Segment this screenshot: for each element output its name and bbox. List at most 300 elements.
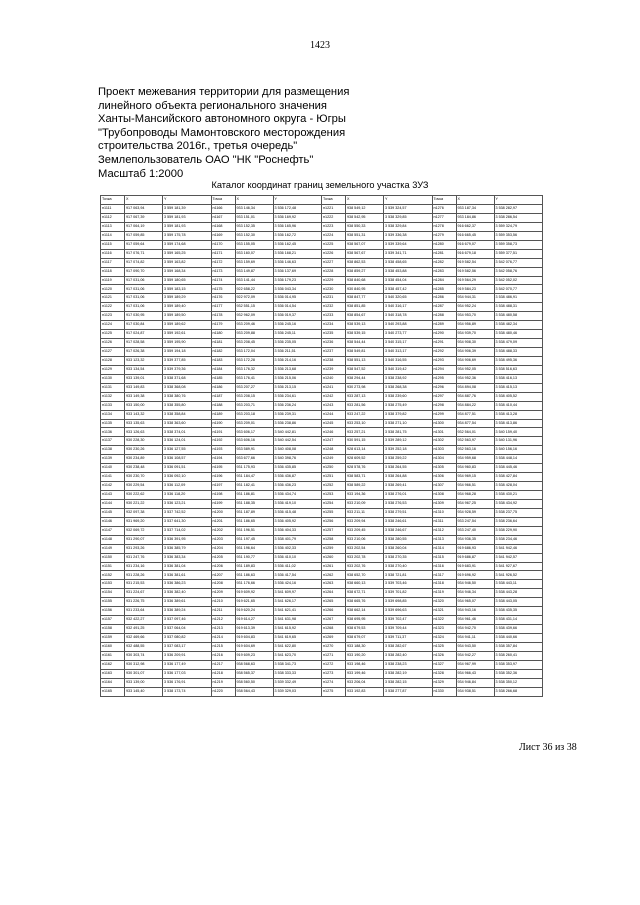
table-cell: 938 544,44 xyxy=(346,339,384,348)
table-cell: 3 538 368,08 xyxy=(163,383,212,392)
table-cell: 3 541 927,67 xyxy=(494,562,543,571)
table-row xyxy=(101,535,543,544)
table-cell: н1153 xyxy=(101,580,125,589)
table-cell: н1291 xyxy=(432,339,456,348)
table-cell: н1155 xyxy=(101,598,125,607)
table-cell: н1251 xyxy=(322,473,346,482)
table-cell: н1141 xyxy=(101,473,125,482)
table-cell: н1298 xyxy=(432,401,456,410)
table-cell: н1180 xyxy=(211,330,235,339)
table-cell: 3 536 215,06 xyxy=(273,374,322,383)
table-cell: 934 894,08 xyxy=(456,383,494,392)
table-cell: 934 946,34 xyxy=(456,589,494,598)
table-cell: 933 190,20 xyxy=(346,651,384,660)
table-cell: 3 538 238,92 xyxy=(384,374,433,383)
table-cell: н1317 xyxy=(432,571,456,580)
table-cell: 3 538 363,60 xyxy=(163,419,212,428)
table-cell: н1189 xyxy=(211,410,235,419)
table-cell: 934 943,50 xyxy=(456,642,494,651)
table-cell: 3 538 260,41 xyxy=(494,651,543,660)
table-cell: 938 539,13 xyxy=(346,321,384,330)
table-cell: н1199 xyxy=(211,499,235,508)
table-cell: 932 491,25 xyxy=(125,625,163,634)
table-row xyxy=(101,660,543,669)
table-cell: 3 536 391,95 xyxy=(163,535,212,544)
table-cell: 3 538 259,22 xyxy=(384,455,433,464)
table-cell: 3 538 405,52 xyxy=(494,392,543,401)
table-cell: 3 538 371,68 xyxy=(163,374,212,383)
table-cell: н1301 xyxy=(432,428,456,437)
table-cell: н1124 xyxy=(101,321,125,330)
table-cell: н1131 xyxy=(101,383,125,392)
table-cell: 933 149,38 xyxy=(125,392,163,401)
table-cell: 3 538 358,84 xyxy=(163,410,212,419)
table-cell: 3 536 385,79 xyxy=(163,544,212,553)
table-cell: н1156 xyxy=(101,607,125,616)
table-row xyxy=(101,455,543,464)
table-cell: 934 906,39 xyxy=(456,348,494,357)
table-row xyxy=(101,446,543,455)
table-cell: 934 956,89 xyxy=(456,321,494,330)
table-cell: 3 539 696,63 xyxy=(384,607,433,616)
table-cell: 919 609,23 xyxy=(235,651,273,660)
table-cell: 919 686,87 xyxy=(456,553,494,562)
table-row xyxy=(101,285,543,294)
table-cell: 3 536 213,15 xyxy=(273,383,322,392)
table-cell: н1163 xyxy=(101,669,125,678)
table-cell: 938 662,14 xyxy=(346,607,384,616)
table-cell: н1122 xyxy=(101,303,125,312)
table-cell: н1193 xyxy=(211,446,235,455)
table-cell: н1185 xyxy=(211,374,235,383)
table-cell: 3 538 286,54 xyxy=(494,213,543,222)
table-cell: 934 942,27 xyxy=(456,651,494,660)
table-cell: н1168 xyxy=(211,222,235,231)
table-cell: н1271 xyxy=(322,651,346,660)
table-cell: н1118 xyxy=(101,267,125,276)
table-cell: 917 024,87 xyxy=(125,330,163,339)
table-cell: 931 197,45 xyxy=(235,535,273,544)
table-cell: н1316 xyxy=(432,562,456,571)
table-row xyxy=(101,607,543,616)
table-cell: 933 151,01 xyxy=(235,213,273,222)
table-cell: 3 538 379,82 xyxy=(384,410,433,419)
table-cell: 3 536 019,37 xyxy=(273,312,322,321)
table-cell: н1161 xyxy=(101,651,125,660)
table-cell: н1166 xyxy=(211,205,235,214)
table-cell: 938 551,13 xyxy=(346,356,384,365)
table-cell: н1312 xyxy=(432,526,456,535)
table-cell: 3 538 457,42 xyxy=(384,285,433,294)
table-cell: н1283 xyxy=(432,267,456,276)
table-cell: н1272 xyxy=(322,660,346,669)
table-row xyxy=(101,428,543,437)
table-cell: 933 247,22 xyxy=(346,410,384,419)
table-cell: 3 538 495,36 xyxy=(494,356,543,365)
table-cell: н1165 xyxy=(101,687,125,696)
table-cell: 938 679,07 xyxy=(346,634,384,643)
table-cell: 917 076,71 xyxy=(125,249,163,258)
table-cell: 934 967,25 xyxy=(456,499,494,508)
table-cell: 3 538 234,46 xyxy=(494,535,543,544)
table-row xyxy=(101,526,543,535)
table-cell: 3 538 271,10 xyxy=(384,419,433,428)
table-cell: 933 149,87 xyxy=(235,267,273,276)
table-cell: н1320 xyxy=(432,598,456,607)
table-cell: 938 851,85 xyxy=(346,303,384,312)
title-line: линейного объекта регионального значения xyxy=(98,99,327,112)
table-cell: 3 540 318,78 xyxy=(384,312,433,321)
table-cell: н1186 xyxy=(211,383,235,392)
table-cell: н1262 xyxy=(322,571,346,580)
column-header: Y xyxy=(163,196,212,205)
table-cell: 3 538 486,91 xyxy=(494,294,543,303)
table-cell: 933 209,45 xyxy=(346,526,384,535)
table-cell: 933 209,94 xyxy=(346,517,384,526)
table-cell: 931 290,07 xyxy=(125,535,163,544)
table-cell: 3 536 234,61 xyxy=(273,392,322,401)
table-cell: н1196 xyxy=(211,473,235,482)
table-cell: 3 538 482,34 xyxy=(494,321,543,330)
table-row xyxy=(101,240,543,249)
table-cell: 933 257,21 xyxy=(346,428,384,437)
table-cell: 930 273,98 xyxy=(346,383,384,392)
table-cell: н1112 xyxy=(101,213,125,222)
table-row xyxy=(101,374,543,383)
table-cell: 933 210,06 xyxy=(346,535,384,544)
table-cell: н1305 xyxy=(432,464,456,473)
table-cell: 3 540 315,17 xyxy=(384,339,433,348)
table-cell: 932 488,55 xyxy=(125,642,163,651)
table-cell: 931 182,41 xyxy=(235,482,273,491)
table-cell: 3 540 408,08 xyxy=(273,446,322,455)
table-cell: 3 538 282,19 xyxy=(384,669,433,678)
table-cell: н1182 xyxy=(211,348,235,357)
page-number: 1423 xyxy=(310,40,330,51)
table-cell: 3 538 264,55 xyxy=(384,464,433,473)
table-cell: н1257 xyxy=(322,526,346,535)
table-cell: н1274 xyxy=(322,678,346,687)
table-cell: 3 538 281,75 xyxy=(384,428,433,437)
table-cell: 3 536 214,16 xyxy=(273,356,322,365)
table-cell: 3 538 415,13 xyxy=(494,383,543,392)
table-cell: 3 541 623,70 xyxy=(273,651,322,660)
table-cell: 917 026,38 xyxy=(125,348,163,357)
table-cell: 919 584,23 xyxy=(456,285,494,294)
table-cell: 938 862,53 xyxy=(346,258,384,267)
table-cell: 917 030,84 xyxy=(125,321,163,330)
table-cell: н1171 xyxy=(211,249,235,258)
table-cell: 3 536 092,10 xyxy=(163,473,212,482)
table-cell: 934 877,51 xyxy=(456,410,494,419)
table-cell: 933 145,40 xyxy=(125,687,163,696)
table-cell: н1304 xyxy=(432,455,456,464)
table-cell: н1116 xyxy=(101,249,125,258)
table-cell: 3 538 488,33 xyxy=(494,348,543,357)
table-cell: н1231 xyxy=(322,294,346,303)
table-cell: 3 536 381,61 xyxy=(163,571,212,580)
table-cell: 933 589,91 xyxy=(235,446,273,455)
table-cell: 3 536 177,03 xyxy=(163,669,212,678)
table-cell: 3 537 080,82 xyxy=(163,634,212,643)
table-cell: 931 187,89 xyxy=(235,508,273,517)
table-cell: 3 538 173,74 xyxy=(163,687,212,696)
table-cell: 3 538 479,09 xyxy=(494,339,543,348)
table-cell: н1286 xyxy=(432,294,456,303)
table-cell: 3 536 146,63 xyxy=(273,258,322,267)
table-cell: 3 538 239,60 xyxy=(384,392,433,401)
table-cell: 934 967,99 xyxy=(456,660,494,669)
table-cell: 917 031,06 xyxy=(125,303,163,312)
table-cell: 3 539 289,12 xyxy=(384,437,433,446)
table-cell: 3 540 273,77 xyxy=(384,330,433,339)
table-cell: 3 559 181,93 xyxy=(163,213,212,222)
table-cell: н1278 xyxy=(432,222,456,231)
table-cell: н1282 xyxy=(432,258,456,267)
table-cell: 3 538 350,12 xyxy=(494,678,543,687)
table-cell: 933 172,28 xyxy=(235,356,273,365)
table-cell: 3 536 209,91 xyxy=(163,651,212,660)
table-cell: н1115 xyxy=(101,240,125,249)
table-cell: 3 536 419,10 xyxy=(273,499,322,508)
table-cell: н1321 xyxy=(432,607,456,616)
table-cell: 934 887,76 xyxy=(456,392,494,401)
table-cell: 3 559 324,79 xyxy=(494,222,543,231)
table-cell: 933 188,30 xyxy=(346,642,384,651)
table-cell: 931 189,83 xyxy=(235,562,273,571)
table-cell: 938 568,63 xyxy=(235,660,273,669)
table-cell: 3 536 168,21 xyxy=(273,249,322,258)
table-cell: н1157 xyxy=(101,616,125,625)
table-cell: н1289 xyxy=(432,321,456,330)
table-cell: н1258 xyxy=(322,535,346,544)
column-header: X xyxy=(346,196,384,205)
table-cell: 938 672,71 xyxy=(346,589,384,598)
table-cell: н1113 xyxy=(101,222,125,231)
table-cell: н1177 xyxy=(211,303,235,312)
table-cell: н1151 xyxy=(101,562,125,571)
table-cell: 933 159,69 xyxy=(235,258,273,267)
table-cell: н1264 xyxy=(322,589,346,598)
table-cell: 938 560,50 xyxy=(235,678,273,687)
table-cell: 933 207,27 xyxy=(235,383,273,392)
table-cell: 3 542 076,77 xyxy=(494,258,543,267)
table-cell: н1138 xyxy=(101,446,125,455)
table-cell: 919 621,65 xyxy=(235,598,273,607)
table-cell: 938 294,44 xyxy=(346,374,384,383)
table-cell: н1202 xyxy=(211,526,235,535)
table-cell: н1254 xyxy=(322,499,346,508)
table-cell: 934 942,70 xyxy=(456,625,494,634)
table-cell: 932 564,01 xyxy=(456,428,494,437)
table-cell: 919 686,93 xyxy=(456,544,494,553)
table-cell: н1134 xyxy=(101,410,125,419)
table-cell: 919 564,29 xyxy=(456,276,494,285)
table-cell: 933 150,00 xyxy=(125,401,163,410)
table-cell: н1126 xyxy=(101,339,125,348)
table-cell: 3 538 269,41 xyxy=(384,482,433,491)
table-cell: 938 565,37 xyxy=(235,669,273,678)
table-cell: 933 208,45 xyxy=(235,339,273,348)
table-cell: 3 559 192,61 xyxy=(163,330,212,339)
table-cell: н1159 xyxy=(101,634,125,643)
table-cell: 3 540 320,65 xyxy=(384,294,433,303)
table-cell: н1152 xyxy=(101,571,125,580)
table-cell: 3 559 377,51 xyxy=(494,249,543,258)
table-cell: 934 946,50 xyxy=(456,580,494,589)
table-cell: н1322 xyxy=(432,616,456,625)
table-cell: н1326 xyxy=(432,651,456,660)
title-line: Ханты-Мансийского автономного округа - Югры xyxy=(98,113,346,126)
table-cell: 933 209,46 xyxy=(235,321,273,330)
table-cell: 3 536 177,49 xyxy=(163,660,212,669)
table-cell: 3 538 443,05 xyxy=(494,598,543,607)
table-cell: 934 965,07 xyxy=(456,598,494,607)
table-cell: н1244 xyxy=(322,410,346,419)
table-cell: 916 679,07 xyxy=(456,240,494,249)
table-cell: н1235 xyxy=(322,330,346,339)
table-cell: 3 536 238,86 xyxy=(273,419,322,428)
table-cell: н1208 xyxy=(211,580,235,589)
table-cell: 3 538 440,66 xyxy=(494,634,543,643)
table-cell: 3 536 389,61 xyxy=(163,598,212,607)
table-cell: 3 536 436,87 xyxy=(273,473,322,482)
table-cell: 3 538 279,51 xyxy=(384,508,433,517)
table-cell: 3 536 383,34 xyxy=(163,553,212,562)
table-cell: 933 139,00 xyxy=(125,678,163,687)
table-cell: н1237 xyxy=(322,348,346,357)
table-cell: н1273 xyxy=(322,669,346,678)
table-cell: 3 540 293,88 xyxy=(384,321,433,330)
table-cell: н1130 xyxy=(101,374,125,383)
table-cell: 934 941,11 xyxy=(456,634,494,643)
table-cell: 938 840,68 xyxy=(346,276,384,285)
table-cell: 938 539,15 xyxy=(346,330,384,339)
table-cell: н1248 xyxy=(322,446,346,455)
table-cell: 934 908,30 xyxy=(456,339,494,348)
table-cell: н1121 xyxy=(101,294,125,303)
table-cell: 3 537 097,46 xyxy=(163,616,212,625)
table-cell: 917 064,19 xyxy=(125,222,163,231)
title-line: Масштаб 1:2000 xyxy=(98,167,184,180)
table-cell: 3 540 159,40 xyxy=(494,428,543,437)
table-cell: 930 303,74 xyxy=(125,651,163,660)
table-cell: 3 539 379,36 xyxy=(163,365,212,374)
table-cell: 933 209,01 xyxy=(235,419,273,428)
table-cell: 3 538 333,33 xyxy=(273,669,322,678)
table-cell: н1241 xyxy=(322,383,346,392)
table-cell: н1330 xyxy=(432,687,456,696)
table-cell: н1268 xyxy=(322,625,346,634)
table-cell: 3 559 181,39 xyxy=(163,205,212,214)
table-cell: 3 538 480,58 xyxy=(494,312,543,321)
table-cell: 3 538 270,35 xyxy=(384,553,433,562)
table-cell: н1176 xyxy=(211,294,235,303)
table-row xyxy=(101,356,543,365)
table-cell: 933 199,46 xyxy=(346,669,384,678)
table-cell: 3 539 339,64 xyxy=(384,240,433,249)
table-cell: 3 536 389,24 xyxy=(163,607,212,616)
table-cell: 938 589,22 xyxy=(346,482,384,491)
table-row xyxy=(101,651,543,660)
table-cell: н1328 xyxy=(432,669,456,678)
table-cell: 931 188,35 xyxy=(235,499,273,508)
table-cell: н1136 xyxy=(101,428,125,437)
project-title xyxy=(98,86,428,181)
table-cell: 933 176,41 xyxy=(235,374,273,383)
table-cell: н1228 xyxy=(322,267,346,276)
table-cell: 3 542 070,77 xyxy=(494,285,543,294)
table-cell: 930 221,22 xyxy=(125,499,163,508)
table-cell: н1212 xyxy=(211,616,235,625)
table-cell: 3 559 175,78 xyxy=(163,231,212,240)
table-cell: 930 238,48 xyxy=(125,464,163,473)
table-row xyxy=(101,410,543,419)
table-cell: 919 604,69 xyxy=(235,642,273,651)
table-cell: 3 538 282,97 xyxy=(494,205,543,214)
table-cell: 3 559 165,25 xyxy=(163,249,212,258)
table-cell: н1294 xyxy=(432,365,456,374)
table-cell: 3 559 189,62 xyxy=(163,321,212,330)
table-cell: 3 538 237,75 xyxy=(494,508,543,517)
table-cell: 933 160,07 xyxy=(235,249,273,258)
table-cell: н1123 xyxy=(101,312,125,321)
table-cell: 917 031,06 xyxy=(125,294,163,303)
table-cell: 3 538 260,04 xyxy=(384,544,433,553)
table-cell: 3 538 480,46 xyxy=(494,330,543,339)
table-cell: 3 559 189,50 xyxy=(163,312,212,321)
table-cell: 933 206,04 xyxy=(346,678,384,687)
table-cell: 3 536 162,72 xyxy=(273,231,322,240)
table-cell: н1169 xyxy=(211,231,235,240)
table-cell: 3 540 131,96 xyxy=(494,437,543,446)
table-cell: 3 538 434,92 xyxy=(494,499,543,508)
table-row xyxy=(101,598,543,607)
table-cell: 931 969,20 xyxy=(125,517,163,526)
table-cell: 3 538 413,28 xyxy=(494,410,543,419)
table-cell: н1277 xyxy=(432,213,456,222)
table-cell: 934 952,36 xyxy=(456,374,494,383)
table-cell: 934 928,59 xyxy=(456,508,494,517)
table-row xyxy=(101,365,543,374)
table-cell: н1203 xyxy=(211,535,235,544)
table-cell: 3 539 701,82 xyxy=(384,589,433,598)
table-cell: н1329 xyxy=(432,678,456,687)
table-cell: н1247 xyxy=(322,437,346,446)
table-cell: 931 184,47 xyxy=(235,473,273,482)
table-cell: 3 536 118,20 xyxy=(163,491,212,500)
table-cell: 3 536 211,51 xyxy=(273,348,322,357)
table-cell: 933 287,13 xyxy=(346,392,384,401)
table-cell: 3 542 052,02 xyxy=(494,276,543,285)
table-cell: 933 203,18 xyxy=(235,410,273,419)
table-row xyxy=(101,553,543,562)
title-line: строительства 2016г., третья очередь" xyxy=(98,140,298,153)
table-cell: 3 539 332,49 xyxy=(273,678,322,687)
table-cell: 3 539 698,85 xyxy=(384,598,433,607)
table-cell: 938 652,70 xyxy=(346,571,384,580)
table-cell: 934 946,84 xyxy=(456,678,494,687)
table-cell: 3 536 123,21 xyxy=(163,499,212,508)
table-cell: 3 538 246,67 xyxy=(384,526,433,535)
table-cell: 3 538 453,88 xyxy=(384,267,433,276)
table-row xyxy=(101,580,543,589)
table-cell: 931 234,16 xyxy=(125,562,163,571)
table-row xyxy=(101,276,543,285)
table-cell: 3 536 213,68 xyxy=(273,365,322,374)
table-cell: 934 884,22 xyxy=(456,401,494,410)
table-cell: н1325 xyxy=(432,642,456,651)
